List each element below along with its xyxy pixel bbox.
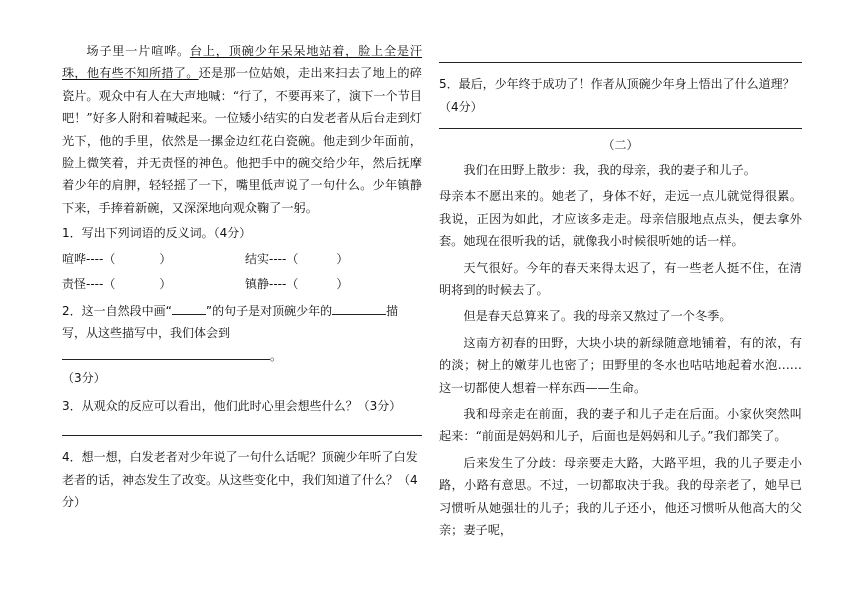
answer-line[interactable] — [439, 128, 802, 129]
passage-paragraph: 我和母亲走在前面，我的妻子和儿子走在后面。小家伙突然叫起来：“前面是妈妈和儿子，后面也是妈妈和儿子。”我们都笑了。 — [439, 407, 802, 444]
passage-paragraph: 后来发生了分歧：母亲要走大路，大路平坦，我的儿子要走小路，小路有意思。不过，一切都取决于我。我的母亲老了，她早已习惯听从她强壮的儿子；我的儿子还小，他还习惯听从他高大的父亲；妻子呢， — [439, 455, 802, 538]
antonym-row-1 — [62, 245, 422, 270]
question-4: 4．想一想，白发老者对少年说了一句什么话呢？顶碗少年听了白发老者的话，神态发生了改变。从这些变化中，我们知道了什么？（4分） — [62, 450, 418, 510]
antonym-item: 结实----（ ） — [245, 251, 349, 266]
section-title: （二） — [602, 138, 639, 152]
question-2: 2．这一自然段中画“ ”的句子是对顶碗少年的 描写，从这些描写中，我们体会到。 （3分） — [62, 303, 399, 386]
answer-line[interactable] — [62, 435, 422, 436]
passage-text-start: 场子里一片喧哗。 — [86, 44, 190, 58]
answer-blank[interactable] — [62, 359, 270, 360]
question-3: 3．从观众的反应可以看出，他们此时心里会想些什么？（3分） — [62, 398, 402, 413]
passage-paragraph: 但是春天总算来了。我的母亲又熬过了一个冬季。 — [463, 309, 732, 324]
left-column — [62, 40, 422, 514]
answer-blank[interactable] — [172, 314, 206, 315]
question-5: 5．最后，少年终于成功了！作者从顶碗少年身上悟出了什么道理？（4分） — [439, 77, 795, 114]
passage-text-rest: 还是那一位姑娘，走出来扫去了地上的碎瓷片。观众中有人在大声地喊：“行了，不要再来了，演下一个节目吧！”好多人附和着喊起来。一位矮小结实的白发老者从后台走到灯光下，他的手里，依然是一摞金边红花白瓷碗。他走到少年面前，脸上微笑着，并无责怪的神色。他把手中的碗交给少年，然后抚摩着少年的肩胛，轻轻摇了一下，嘴里低声说了一句什么。少年镇静下来，手捧着新碗，又深深地向观众鞠了一躬。 — [62, 66, 422, 215]
underlined-sentence: 台上，顶碗少年呆呆地站着，脸上全是汗珠，他有些不知所措了。 — [62, 44, 423, 81]
antonym-item: 责怪----（ ） — [62, 276, 172, 291]
answer-line[interactable] — [439, 62, 802, 63]
passage-paragraph: 天气很好。今年的春天来得太迟了，有一些老人挺不住，在清明将到的时候去了。 — [439, 260, 802, 298]
passage-paragraph — [62, 40, 422, 219]
right-column — [439, 40, 802, 542]
passage-paragraph: 母亲本不愿出来的。她老了，身体不好，走远一点儿就觉得很累。我说，正因为如此，才应该多走走。母亲信服地点点头，便去拿外套。她现在很听我的话，就像我小时候很听她的话一样。 — [439, 189, 802, 249]
question-1: 1．写出下列词语的反义词。（4分） — [62, 226, 252, 241]
antonym-item: 喧哗----（ ） — [62, 251, 172, 266]
antonym-row-2 — [62, 270, 422, 295]
passage-paragraph: 这南方初春的田野，大块小块的新绿随意地铺着，有的浓，有的淡；树上的嫩芽儿也密了；田野里的冬水也咕咕地起着水泡……这一切都使人想着一样东西——生命。 — [439, 335, 802, 395]
antonym-item: 镇静----（ ） — [245, 276, 349, 291]
answer-blank[interactable] — [332, 314, 386, 315]
passage-paragraph: 我们在田野上散步：我，我的母亲，我的妻子和儿子。 — [463, 163, 756, 177]
